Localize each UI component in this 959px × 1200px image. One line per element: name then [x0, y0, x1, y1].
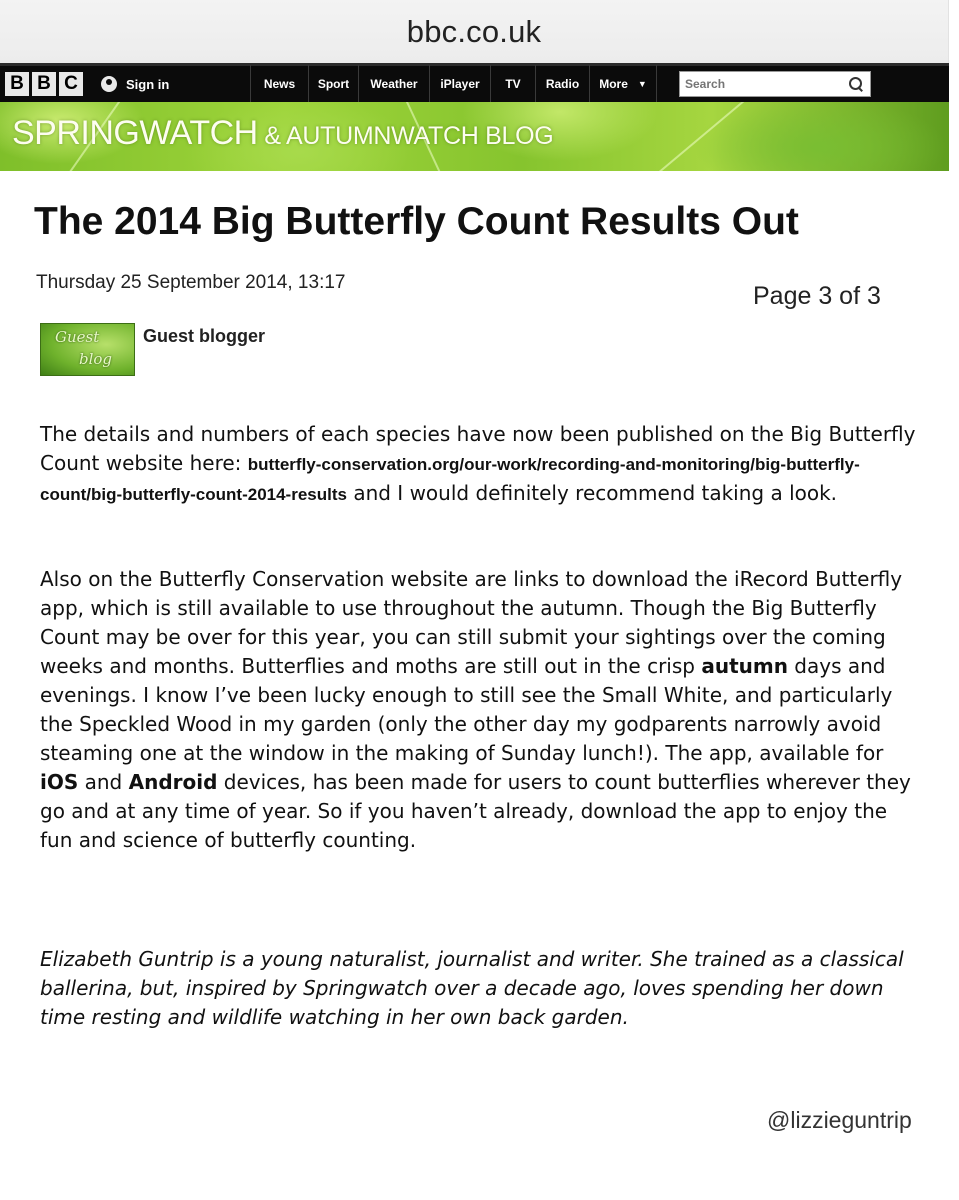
paragraph-text: devices, has been made for users to count butterflies wherever they go and at any time of year. So if you haven’t already, download the app to enjoy the fun and science of butterfly counting.: [40, 770, 911, 852]
article-date: Thursday 25 September 2014, 13:17: [36, 272, 346, 293]
nav-item-sport[interactable]: [309, 65, 359, 104]
bbc-logo-letter: B: [5, 72, 29, 96]
paragraph-2: [40, 565, 920, 855]
nav-item-label: TV: [505, 77, 521, 91]
paragraph-text: and I would definitely recommend taking a look.: [346, 481, 838, 505]
leaf-vein: [654, 102, 747, 171]
paragraph-text: The details and numbers of each species have now been published on the Big Butterfly Count website here:: [40, 422, 916, 475]
paragraph-text: days and evenings. I know I’ve been lucky enough to still see the Small White, and particularly the Speckled Wood in my garden (only the other day my godparents narrowly avoid steaming one at the window in the making of Sunday lunch!). The app, available for: [40, 654, 893, 765]
nav-item-label: Radio: [545, 77, 580, 91]
blog-title: [12, 114, 553, 153]
person-icon: [101, 76, 117, 92]
bbc-logo-letter: B: [32, 72, 56, 96]
bold-text: autumn: [701, 654, 788, 678]
search-icon[interactable]: [848, 76, 864, 92]
nav-item-label: More: [599, 77, 628, 91]
caret-down-icon: ▼: [637, 79, 647, 89]
search-input[interactable]: [685, 77, 835, 91]
browser-url-bar[interactable]: [0, 0, 949, 63]
author-bio: Elizabeth Guntrip is a young naturalist, journalist and writer. She trained as a classical ballerina, but, inspired by Springwatch over a decade ago, loves spending her down time resting and wildlife watching in her own back garden.: [40, 947, 904, 1029]
bbc-logo[interactable]: [5, 72, 83, 96]
nav-item-weather[interactable]: [359, 65, 430, 104]
search-box[interactable]: [679, 71, 871, 97]
nav-item-label: iPlayer: [440, 77, 480, 91]
nav-item-label: News: [263, 77, 296, 91]
bold-text: Android: [128, 770, 218, 794]
nav-item-radio[interactable]: [536, 65, 590, 104]
guest-blog-thumbnail: [40, 323, 135, 376]
blog-banner[interactable]: [0, 102, 949, 171]
bbc-nav-bar: [0, 63, 949, 102]
results-link[interactable]: butterfly-conservation.org/our-work/recording-and-monitoring/big-butterfly-count/big-butterfly-count-2014-results: [40, 455, 860, 504]
nav-item-tv[interactable]: [491, 65, 536, 104]
nav-item-more[interactable]: [590, 65, 657, 104]
author-name[interactable]: Guest blogger: [143, 326, 266, 346]
blog-title-main: SPRINGWATCH: [12, 114, 258, 152]
blog-title-rest: & AUTUMNWATCH BLOG: [257, 122, 554, 150]
article-headline: The 2014 Big Butterfly Count Results Out: [34, 200, 799, 243]
twitter-handle: @lizzieguntrip: [767, 1107, 912, 1133]
guest-badge-line2: blog: [79, 350, 113, 368]
paragraph-text: Also on the Butterfly Conservation website are links to download the iRecord Butterfly app, which is still available to use throughout the autumn. Though the Big Butterfly Count may be over for this year, you can still submit your sightings over the coming weeks and months. Butterflies and moths are still out in the crisp: [40, 567, 903, 678]
guest-badge-line1: Guest: [55, 328, 100, 346]
nav-item-label: Weather: [370, 77, 418, 91]
paragraph-text: and: [78, 770, 129, 794]
url-text[interactable]: bbc.co.uk: [406, 13, 542, 49]
bold-text: iOS: [40, 770, 79, 794]
bbc-logo-letter: C: [59, 72, 83, 96]
paragraph-1: [40, 420, 920, 509]
page-indicator: Page 3 of 3: [753, 282, 881, 310]
sign-in-label: Sign in: [126, 76, 170, 92]
nav-item-iplayer[interactable]: [430, 65, 491, 104]
nav-item-news[interactable]: [251, 65, 309, 104]
sign-in-link[interactable]: [101, 65, 251, 104]
nav-item-label: Sport: [317, 77, 350, 91]
